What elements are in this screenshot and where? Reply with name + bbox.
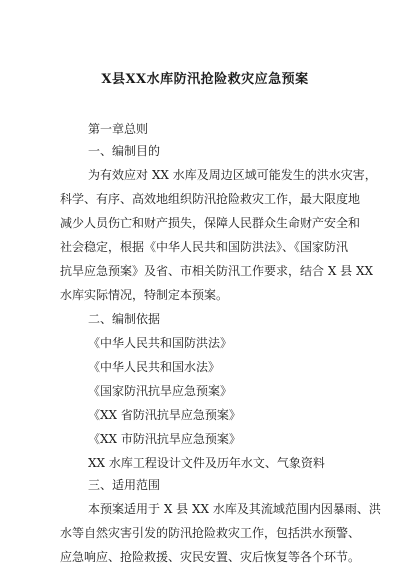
paragraph-line: 抗旱应急预案》及省、市相关防汛工作要求，结合 X 县 XX <box>60 264 374 278</box>
document-title: X县XX水库防汛抢险救灾应急预案 <box>101 72 309 87</box>
paragraph-line: 水等自然灾害引发的防汛抢险救灾工作，包括洪水预警、 <box>60 526 361 540</box>
paragraph-line: 科学、有序、高效地组织防汛抢险救灾工作，最大限度地 <box>60 192 361 206</box>
paragraph-line: 本预案适用于 X 县 XX 水库及其流域范围内因暴雨、洪 <box>88 502 381 516</box>
basis-item: 《XX 市防汛抗旱应急预案》 <box>88 432 241 446</box>
basis-item: 《中华人民共和国防洪法》 <box>88 336 233 350</box>
paragraph-line: 减少人员伤亡和财产损失，保障人民群众生命财产安全和 <box>60 216 361 230</box>
paragraph-line: 应急响应、抢险救援、灾民安置、灾后恢复等各个环节。 <box>60 550 361 564</box>
paragraph-line: 社会稳定，根据《中华人民共和国防洪法》、《国家防汛 <box>60 240 349 254</box>
chapter-heading: 第一章总则 <box>88 122 149 136</box>
paragraph-line: 为有效应对 XX 水库及周边区域可能发生的洪水灾害， <box>88 168 377 182</box>
section-heading-basis: 二、编制依据 <box>88 312 161 326</box>
basis-item: 《国家防汛抗旱应急预案》 <box>88 384 233 398</box>
section-heading-purpose: 一、编制目的 <box>88 144 161 158</box>
basis-item: 《XX 省防汛抗旱应急预案》 <box>88 408 241 422</box>
paragraph-line: 水库实际情况，特制定本预案。 <box>60 288 229 302</box>
basis-item: XX 水库工程设计文件及历年水文、气象资料 <box>88 456 325 470</box>
section-heading-scope: 三、适用范围 <box>88 478 161 492</box>
basis-item: 《中华人民共和国水法》 <box>88 360 221 374</box>
